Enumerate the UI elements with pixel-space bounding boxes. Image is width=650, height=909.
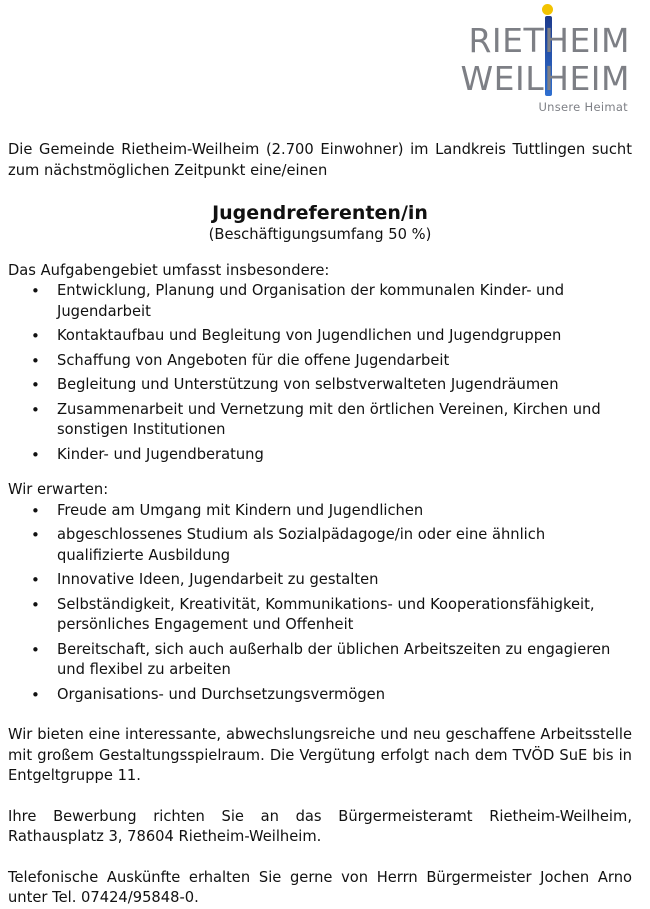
list-item: • Kinder- und Jugendberatung [57, 445, 632, 466]
expectations-heading: Wir erwarten: [8, 481, 109, 498]
list-item: • Zusammenarbeit und Vernetzung mit den örtlichen Vereinen, Kirchen und sonstigen Institutionen [57, 400, 632, 441]
list-item: • Entwicklung, Planung und Organisation der kommunalen Kinder- und Jugendarbeit [57, 281, 632, 322]
municipality-logo [422, 4, 632, 114]
job-title: Jugendreferenten/in [212, 202, 428, 224]
offer-text: Wir bieten eine interessante, abwechslungsreiche und neu geschaffene Arbeitsstelle mit großem Gestaltungsspielraum. Die Vergütung erfolgt nach dem TVÖD SuE bis in Entgeltgruppe 11. [8, 726, 632, 784]
expectations-list [8, 501, 632, 706]
list-item: • abgeschlossenes Studium als Sozialpädagoge/in oder eine ähnlich qualifizierte Ausbildung [57, 525, 632, 566]
list-item: • Organisations- und Durchsetzungsvermögen [57, 685, 632, 706]
application-text: Ihre Bewerbung richten Sie an das Bürgermeisteramt Rietheim-Weilheim, Rathausplatz 3, 78604 Rietheim-Weilheim. [8, 807, 632, 845]
list-item: • Freude am Umgang mit Kindern und Jugendlichen [57, 501, 632, 522]
logo-line-1: RIETHEIM [468, 21, 630, 60]
logo-line-2: WEILHEIM [460, 59, 630, 98]
tasks-heading: Das Aufgabengebiet umfasst insbesondere: [8, 261, 330, 279]
list-item: • Innovative Ideen, Jugendarbeit zu gestalten [57, 570, 632, 591]
sun-icon [542, 4, 553, 15]
intro-text: Die Gemeinde Rietheim-Weilheim (2.700 Einwohner) im Landkreis Tuttlingen sucht zum nächstmöglichen Zeitpunkt eine/einen [8, 141, 632, 179]
tasks-list [8, 281, 632, 465]
list-item: • Begleitung und Unterstützung von selbstverwalteten Jugendräumen [57, 375, 632, 396]
list-item: • Kontaktaufbau und Begleitung von Jugendlichen und Jugendgruppen [57, 326, 632, 347]
list-item: • Selbständigkeit, Kreativität, Kommunikations- und Kooperationsfähigkeit, persönliches Engagement und Offenheit [57, 595, 632, 636]
job-posting [8, 140, 632, 909]
list-item: • Schaffung von Angeboten für die offene Jugendarbeit [57, 351, 632, 372]
list-item: • Bereitschaft, sich auch außerhalb der üblichen Arbeitszeiten zu engagieren und flexibel zu arbeiten [57, 640, 632, 681]
logo-tagline: Unsere Heimat [538, 100, 628, 114]
contact-text: Telefonische Auskünfte erhalten Sie gerne von Herrn Bürgermeister Jochen Arno unter Tel. 07424/95848-0. [8, 868, 632, 906]
job-subtitle: (Beschäftigungsumfang 50 %) [208, 226, 432, 243]
